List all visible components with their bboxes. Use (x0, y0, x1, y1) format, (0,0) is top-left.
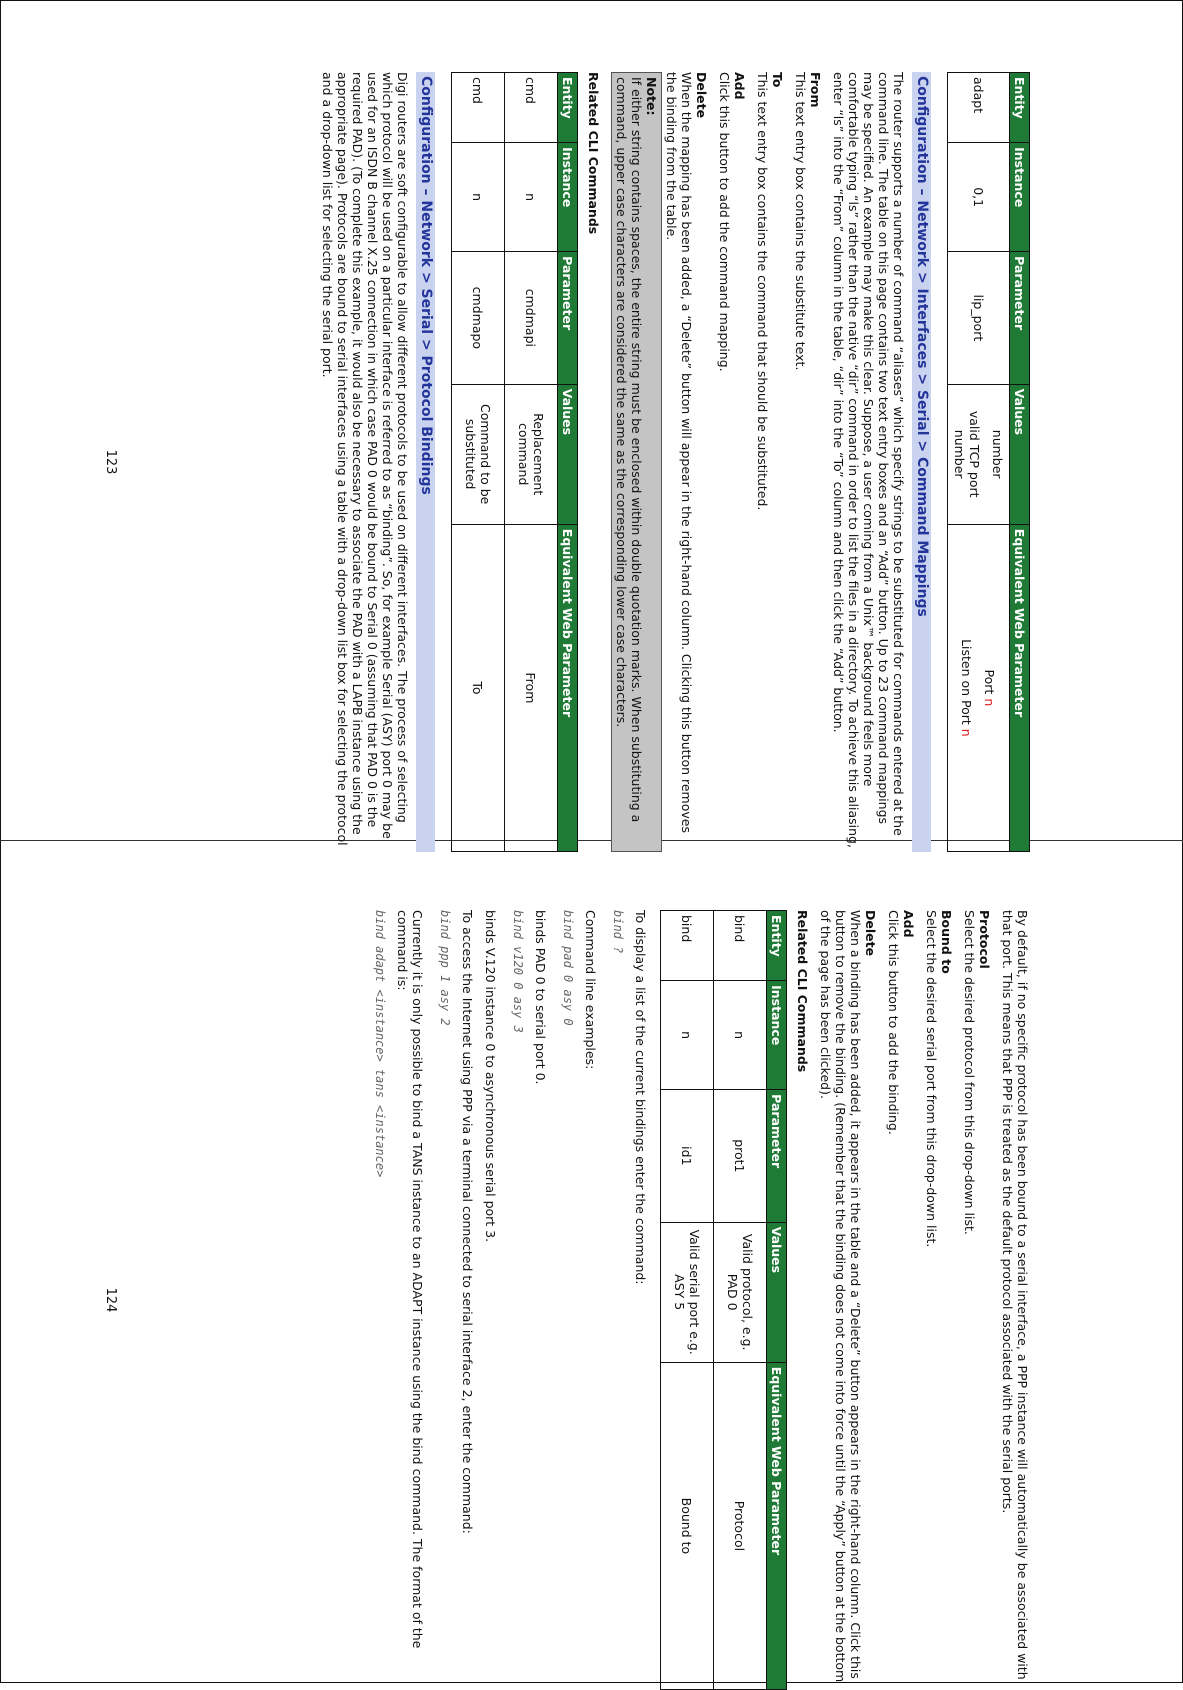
table-header: Values (1010, 384, 1030, 524)
add-description: Click this button to add the binding. (886, 910, 901, 1135)
table-cell: n (505, 143, 558, 252)
bind-cli-table (660, 910, 787, 1690)
code-description: binds PAD 0 to serial port 0. (533, 910, 548, 1085)
to-description: This text entry box contains the command that should be substituted. (755, 72, 770, 511)
table-cell: adapt (948, 73, 1010, 143)
table-cell: Protocol (714, 1362, 767, 1689)
table-cell: prot1 (714, 1090, 767, 1222)
table-header: Instance (1010, 143, 1030, 252)
table-row (661, 911, 714, 1690)
table-cell: From (505, 524, 558, 851)
table-row (714, 911, 767, 1690)
table-row (505, 73, 558, 852)
page-124 (70, 910, 1030, 1690)
intro-paragraph: The router supports a number of command “aliases” which specify strings to be substituted for commands entered at the command line. The table on this page contains two text entry boxes and an “Add” button. Up to 23 command mappings may be specified. An example may make this clear. Suppose, a user coming from a Unix™ background feels more comfortable typing “ls” rather than the native “dir” command in order to list the files in a directory. To achieve this aliasing, enter “ls” into the “From” column in the table, “dir” into the “To” column and then click the “Add” button. (831, 72, 906, 848)
table-header: Entity (558, 73, 578, 143)
web-param-var: n (982, 698, 998, 707)
table-header: Instance (767, 981, 787, 1090)
table-header: Equivalent Web Parameter (767, 1362, 787, 1689)
delete-description: When the mapping has been added, a “Delete” button will appear in the right-hand column. Clicking this button removes the binding from the table. (664, 72, 694, 833)
values-line: number (990, 429, 1005, 479)
bound-to-description: Select the desired serial port from this drop-down list. (924, 910, 939, 1248)
table-cell: cmd (452, 73, 505, 143)
protocol-label: Protocol (977, 910, 992, 969)
table-cell: cmd (505, 73, 558, 143)
table-cell: id1 (661, 1090, 714, 1222)
table-cell: Bound to (661, 1362, 714, 1689)
section-heading-protocol-bindings: Configuration – Network > Serial > Protocol Bindings (416, 72, 435, 852)
code-example: bind v120 0 asy 3 (511, 910, 525, 1033)
table-cell: To (452, 524, 505, 851)
table-header: Values (558, 384, 578, 524)
table-cell: n (714, 981, 767, 1090)
table-header-row (767, 911, 787, 1690)
table-cell: cmdmapi (505, 252, 558, 384)
table-header: Equivalent Web Parameter (558, 524, 578, 851)
bound-to-label: Bound to (939, 910, 954, 974)
related-cli-heading: Related CLI Commands (795, 910, 810, 1073)
table-header: Entity (767, 911, 787, 981)
delete-description: When a binding has been added, it appears in the table and a “Delete” button appears in the right-hand column. Click this button to remove the binding. (Remember that the binding does not come into force until the “Apply” button at the bottom of the page has been clicked). (818, 910, 863, 1683)
web-param-var: n (959, 728, 975, 737)
table-header: Parameter (767, 1090, 787, 1222)
table-cell: n (452, 143, 505, 252)
to-label: To (770, 72, 785, 88)
table-header: Values (767, 1222, 787, 1362)
web-param-line (960, 529, 975, 847)
table-header: Entity (1010, 73, 1030, 143)
from-description: This text entry box contains the substitute text. (793, 72, 808, 371)
page-123 (70, 72, 1030, 852)
table-header: Parameter (558, 252, 578, 384)
code-example: bind adapt <instance> tans <instance> (373, 910, 387, 1178)
table-cell (948, 524, 1010, 851)
table-cell: Valid protocol, e.g. PAD 0 (714, 1222, 767, 1362)
table-header: Parameter (1010, 252, 1030, 384)
code-example: bind ? (611, 910, 625, 954)
delete-label: Delete (694, 72, 709, 119)
add-description: Click this button to add the command mapping. (717, 72, 732, 372)
add-label: Add (901, 910, 916, 938)
note-title: Note: (644, 77, 659, 116)
table-header: Instance (558, 143, 578, 252)
display-bindings-text: To display a list of the current bindings enter the command: (633, 910, 648, 1285)
table-header: Equivalent Web Parameter (1010, 524, 1030, 851)
cmd-cli-table (451, 72, 578, 852)
add-label: Add (732, 72, 747, 100)
table-cell: lip_port (948, 252, 1010, 384)
delete-label: Delete (863, 910, 878, 957)
table-cell: 0,1 (948, 143, 1010, 252)
from-label: From (808, 72, 823, 108)
web-param-text: Port (982, 669, 998, 699)
note-text: If either string contains spaces, the entire string must be enclosed within double quotation marks. When substituting a command, upper case characters are considered the same as the corresponding lower case characters. (614, 77, 644, 823)
code-description: binds V.120 instance 0 to asynchronous serial port 3. (483, 910, 498, 1243)
protocol-description: Select the desired protocol from this drop-down list. (962, 910, 977, 1235)
table-row (948, 73, 1010, 852)
default-ppp-paragraph: By default, if no specific protocol has been bound to a serial interface, a PPP instance will automatically be associated with that port. This means that PPP is treated as the default protocol associated with the serial ports. (1000, 910, 1030, 1680)
examples-label: Command line examples: (583, 910, 598, 1070)
related-cli-heading: Related CLI Commands (586, 72, 601, 235)
page-number: 123 (103, 449, 118, 475)
web-param-text: Listen on Port (959, 639, 975, 729)
table-row (452, 73, 505, 852)
note-box (611, 72, 662, 852)
table-cell: Replacement command (505, 384, 558, 524)
table-cell: Command to be substituted (452, 384, 505, 524)
table-cell (948, 384, 1010, 524)
adapt-cli-table (947, 72, 1030, 852)
internet-access-text: To access the Internet using PPP via a terminal connected to serial interface 2, enter the command: (460, 910, 475, 1534)
bindings-paragraph: Digi routers are soft configurable to allow different protocols to be used on different interfaces. The process of selecting which protocol will be used on a particular interface is referred to as “binding”. So, for example Serial (ASY) port 0 may be used for an ISDN B channel X.25 connection in which case PAD 0 would be bound to Serial 0 (assuming that PAD 0 is the required PAD). (To complete this example, it would also be necessary to associate the PAD with a LAPB instance using the appropriate page). Protocols are bound to serial interfaces using a table with a drop-down list box for selecting the protocol and a drop-down list for selecting the serial port. (320, 72, 410, 846)
values-line: valid TCP port number (952, 410, 982, 498)
table-header-row (558, 73, 578, 852)
table-cell: n (661, 981, 714, 1090)
section-heading-command-mappings: Configuration – Network > Interfaces > Serial > Command Mappings (912, 72, 931, 852)
table-cell: bind (714, 911, 767, 981)
code-example: bind pad 0 asy 0 (561, 910, 575, 1026)
code-example: bind ppp 1 asy 2 (438, 910, 452, 1026)
web-param-line (983, 529, 998, 847)
tans-text: Currently it is only possible to bind a TANS instance to an ADAPT instance using the bind command. The format of the command is: (395, 910, 425, 1649)
table-cell: bind (661, 911, 714, 981)
page-number: 124 (103, 1287, 118, 1313)
table-cell: cmdmapo (452, 252, 505, 384)
table-header-row (1010, 73, 1030, 852)
table-cell: Valid serial port e.g. ASY 5 (661, 1222, 714, 1362)
